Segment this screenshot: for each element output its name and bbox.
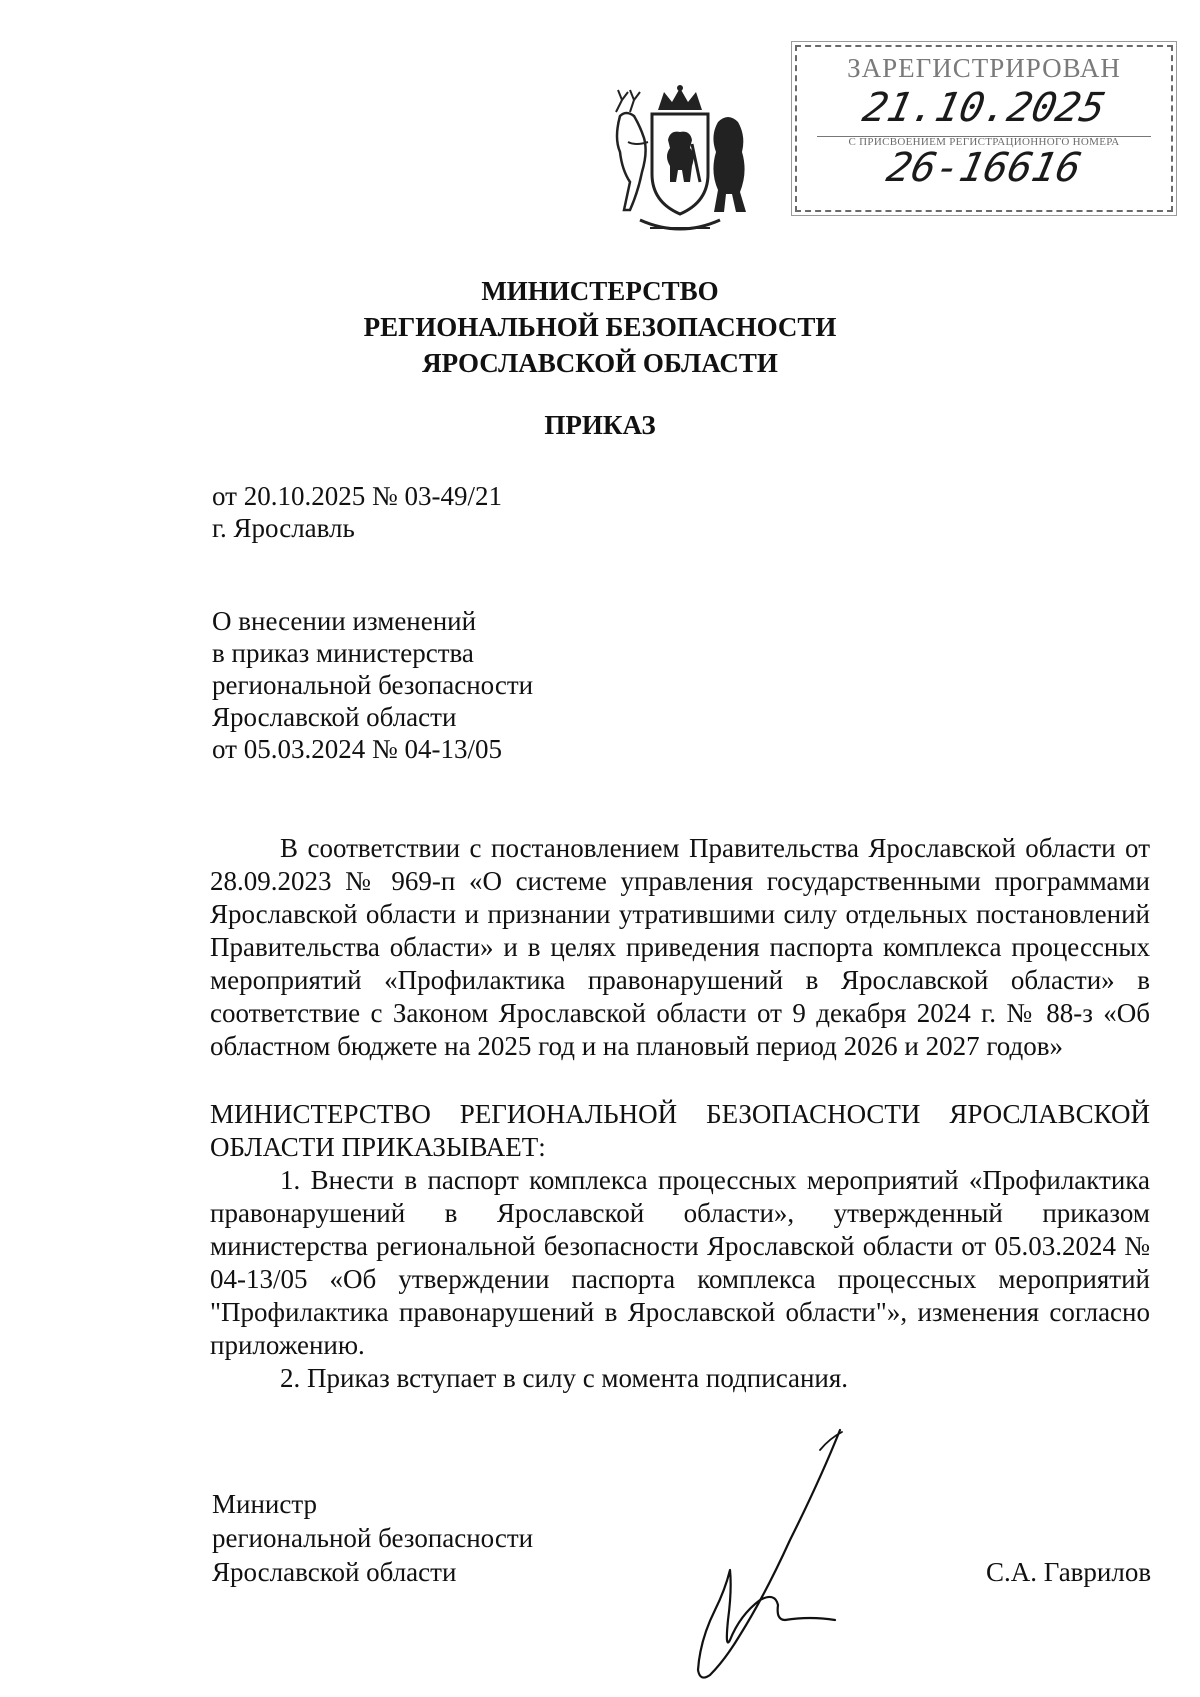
item-2-paragraph: 2. Приказ вступает в силу с момента подписания.: [280, 1363, 849, 1393]
subject-line: Ярославской области: [212, 702, 457, 732]
stamp-date: 21.10.2025: [858, 85, 1110, 131]
order-title: ПРИКАЗ: [544, 410, 656, 440]
ministry-line: ЯРОСЛАВСКОЙ ОБЛАСТИ: [422, 348, 778, 378]
signatory-title-line: Ярославской области: [212, 1557, 457, 1587]
signatory-title-line: Министр: [212, 1489, 317, 1519]
stamp-title: ЗАРЕГИСТРИРОВАН: [847, 53, 1121, 83]
subject-line: от 05.03.2024 № 04-13/05: [212, 734, 502, 764]
registration-stamp: [795, 45, 1173, 212]
item-1-paragraph: 1. Внести в паспорт комплекса процессных мероприятий «Профилактика правонарушений в Ярославской области», утвержденный приказом министерства региональной безопасности Ярославской области от 05.03.2024 № 04-13/05 «Об утверждении паспорта комплекса процессных мероприятий "Профилактика правонарушений в Ярославской области"», изменения согласно приложению.: [210, 1165, 1150, 1360]
subject-block: [212, 605, 533, 765]
order-date-number: от 20.10.2025 № 03-49/21: [212, 481, 502, 511]
coat-of-arms-icon: [600, 82, 760, 242]
preamble-paragraph: В соответствии с постановлением Правительства Ярославской области от 28.09.2023 № 969-п «О системе управления государственными программами Ярославской области и признании утратившими силу отдельных постановлений Правительства области» и в целях приведения паспорта комплекса процессных мероприятий «Профилактика правонарушений в Ярославской области» в соответствие с Законом Ярославской области от 9 декабря 2024 г. № 88-з «Об областном бюджете на 2025 год и на плановый период 2026 и 2027 годов»: [210, 833, 1150, 1061]
subject-line: О внесении изменений: [212, 606, 477, 636]
ministry-line: МИНИСТЕРСТВО: [481, 276, 719, 306]
decree-paragraph: МИНИСТЕРСТВО РЕГИОНАЛЬНОЙ БЕЗОПАСНОСТИ ЯРОСЛАВСКОЙ ОБЛАСТИ ПРИКАЗЫВАЕТ:: [210, 1099, 1150, 1162]
stamp-reg-number: 26-16616: [882, 145, 1086, 191]
signatory-title: [212, 1487, 533, 1589]
subject-line: в приказ министерства: [212, 638, 474, 668]
handwritten-signature: [670, 1420, 870, 1690]
order-city: г. Ярославль: [212, 513, 355, 543]
stamp-subtitle: С ПРИСВОЕНИЕМ РЕГИСТРАЦИОННОГО НОМЕРА: [848, 136, 1120, 148]
ministry-header: [0, 273, 1200, 381]
ministry-line: РЕГИОНАЛЬНОЙ БЕЗОПАСНОСТИ: [363, 312, 837, 342]
signatory-title-line: региональной безопасности: [212, 1523, 534, 1553]
signatory-name: С.А. Гаврилов: [986, 1557, 1152, 1587]
subject-line: региональной безопасности: [212, 670, 534, 700]
